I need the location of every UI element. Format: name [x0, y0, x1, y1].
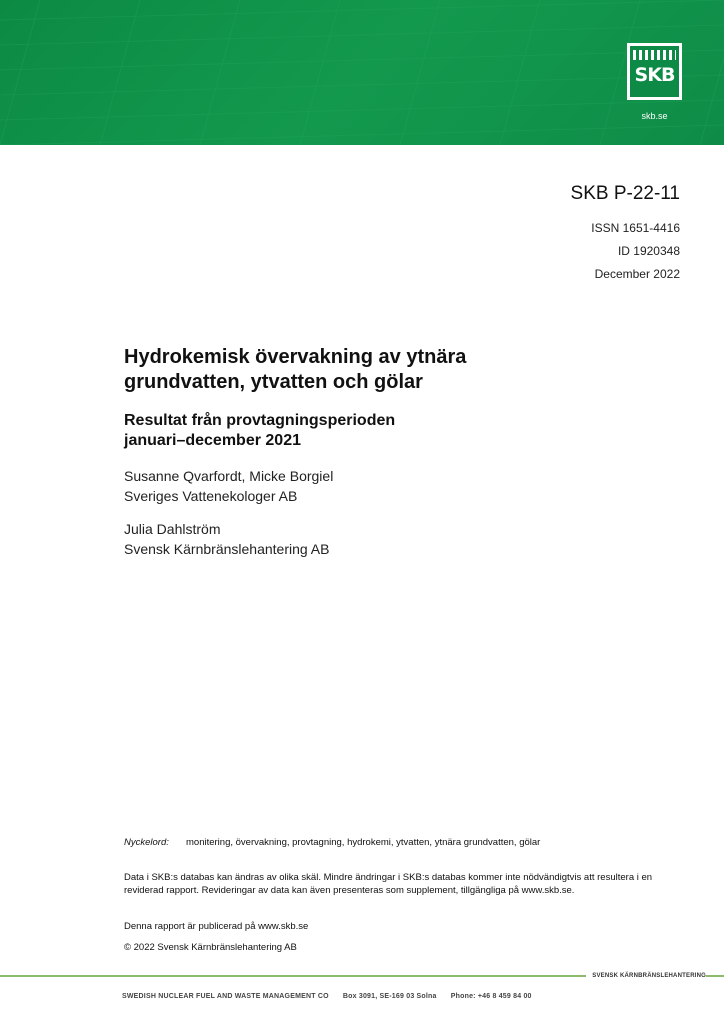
header-banner — [0, 0, 724, 145]
skb-logo[interactable] — [627, 43, 682, 100]
logo-text: SKB — [634, 64, 675, 86]
author-org: Svensk Kärnbränslehantering AB — [124, 541, 330, 557]
keywords-label: Nyckelord: — [124, 837, 169, 848]
banner-pattern — [0, 0, 724, 145]
site-link[interactable]: skb.se — [641, 111, 668, 121]
title-line-1: Hydrokemisk övervakning av ytnära — [124, 346, 467, 368]
report-date: December 2022 — [594, 267, 680, 281]
footer-company: SWEDISH NUCLEAR FUEL AND WASTE MANAGEMENT CO — [122, 993, 329, 1000]
page-subtitle — [124, 411, 624, 451]
author-block-1 — [124, 466, 333, 506]
page-title — [124, 345, 624, 395]
subtitle-line-2: januari–december 2021 — [124, 432, 301, 449]
logo-stripes — [633, 50, 676, 60]
keywords-text: monitering, övervakning, provtagning, hydrokemi, ytvatten, ytnära grundvatten, gölar — [186, 837, 541, 848]
copyright: © 2022 Svensk Kärnbränslehantering AB — [124, 942, 297, 953]
report-issn: ISSN 1651-4416 — [591, 221, 680, 235]
author-names: Julia Dahlström — [124, 521, 221, 537]
footer — [122, 993, 544, 1000]
database-notice: Data i SKB:s databas kan ändras av olika skäl. Mindre ändringar i SKB:s databas kommer inte nödvändigtvis att resultera i en reviderad rapport. Revideringar av data kan även presenteras som supplement, tillgängliga på www.skb.se. — [124, 872, 653, 896]
author-org: Sveriges Vattenekologer AB — [124, 488, 298, 504]
author-names: Susanne Qvarfordt, Micke Borgiel — [124, 468, 334, 484]
report-series: SKB P-22-11 — [570, 183, 680, 204]
subtitle-line-1: Resultat från provtagningsperioden — [124, 412, 396, 429]
skb-logo-mark — [630, 46, 679, 97]
keywords — [124, 836, 664, 849]
author-block-2 — [124, 519, 329, 559]
published-note: Denna rapport är publicerad på www.skb.se — [124, 921, 309, 932]
report-id: ID 1920348 — [617, 244, 680, 258]
footer-phone: Phone: +46 8 459 84 00 — [450, 993, 532, 1000]
title-line-2: grundvatten, ytvatten och gölar — [124, 371, 423, 393]
footer-org-label: SVENSK KÄRNBRÄNSLEHANTERING — [586, 973, 706, 979]
footer-address: Box 3091, SE-169 03 Solna — [342, 993, 437, 1000]
